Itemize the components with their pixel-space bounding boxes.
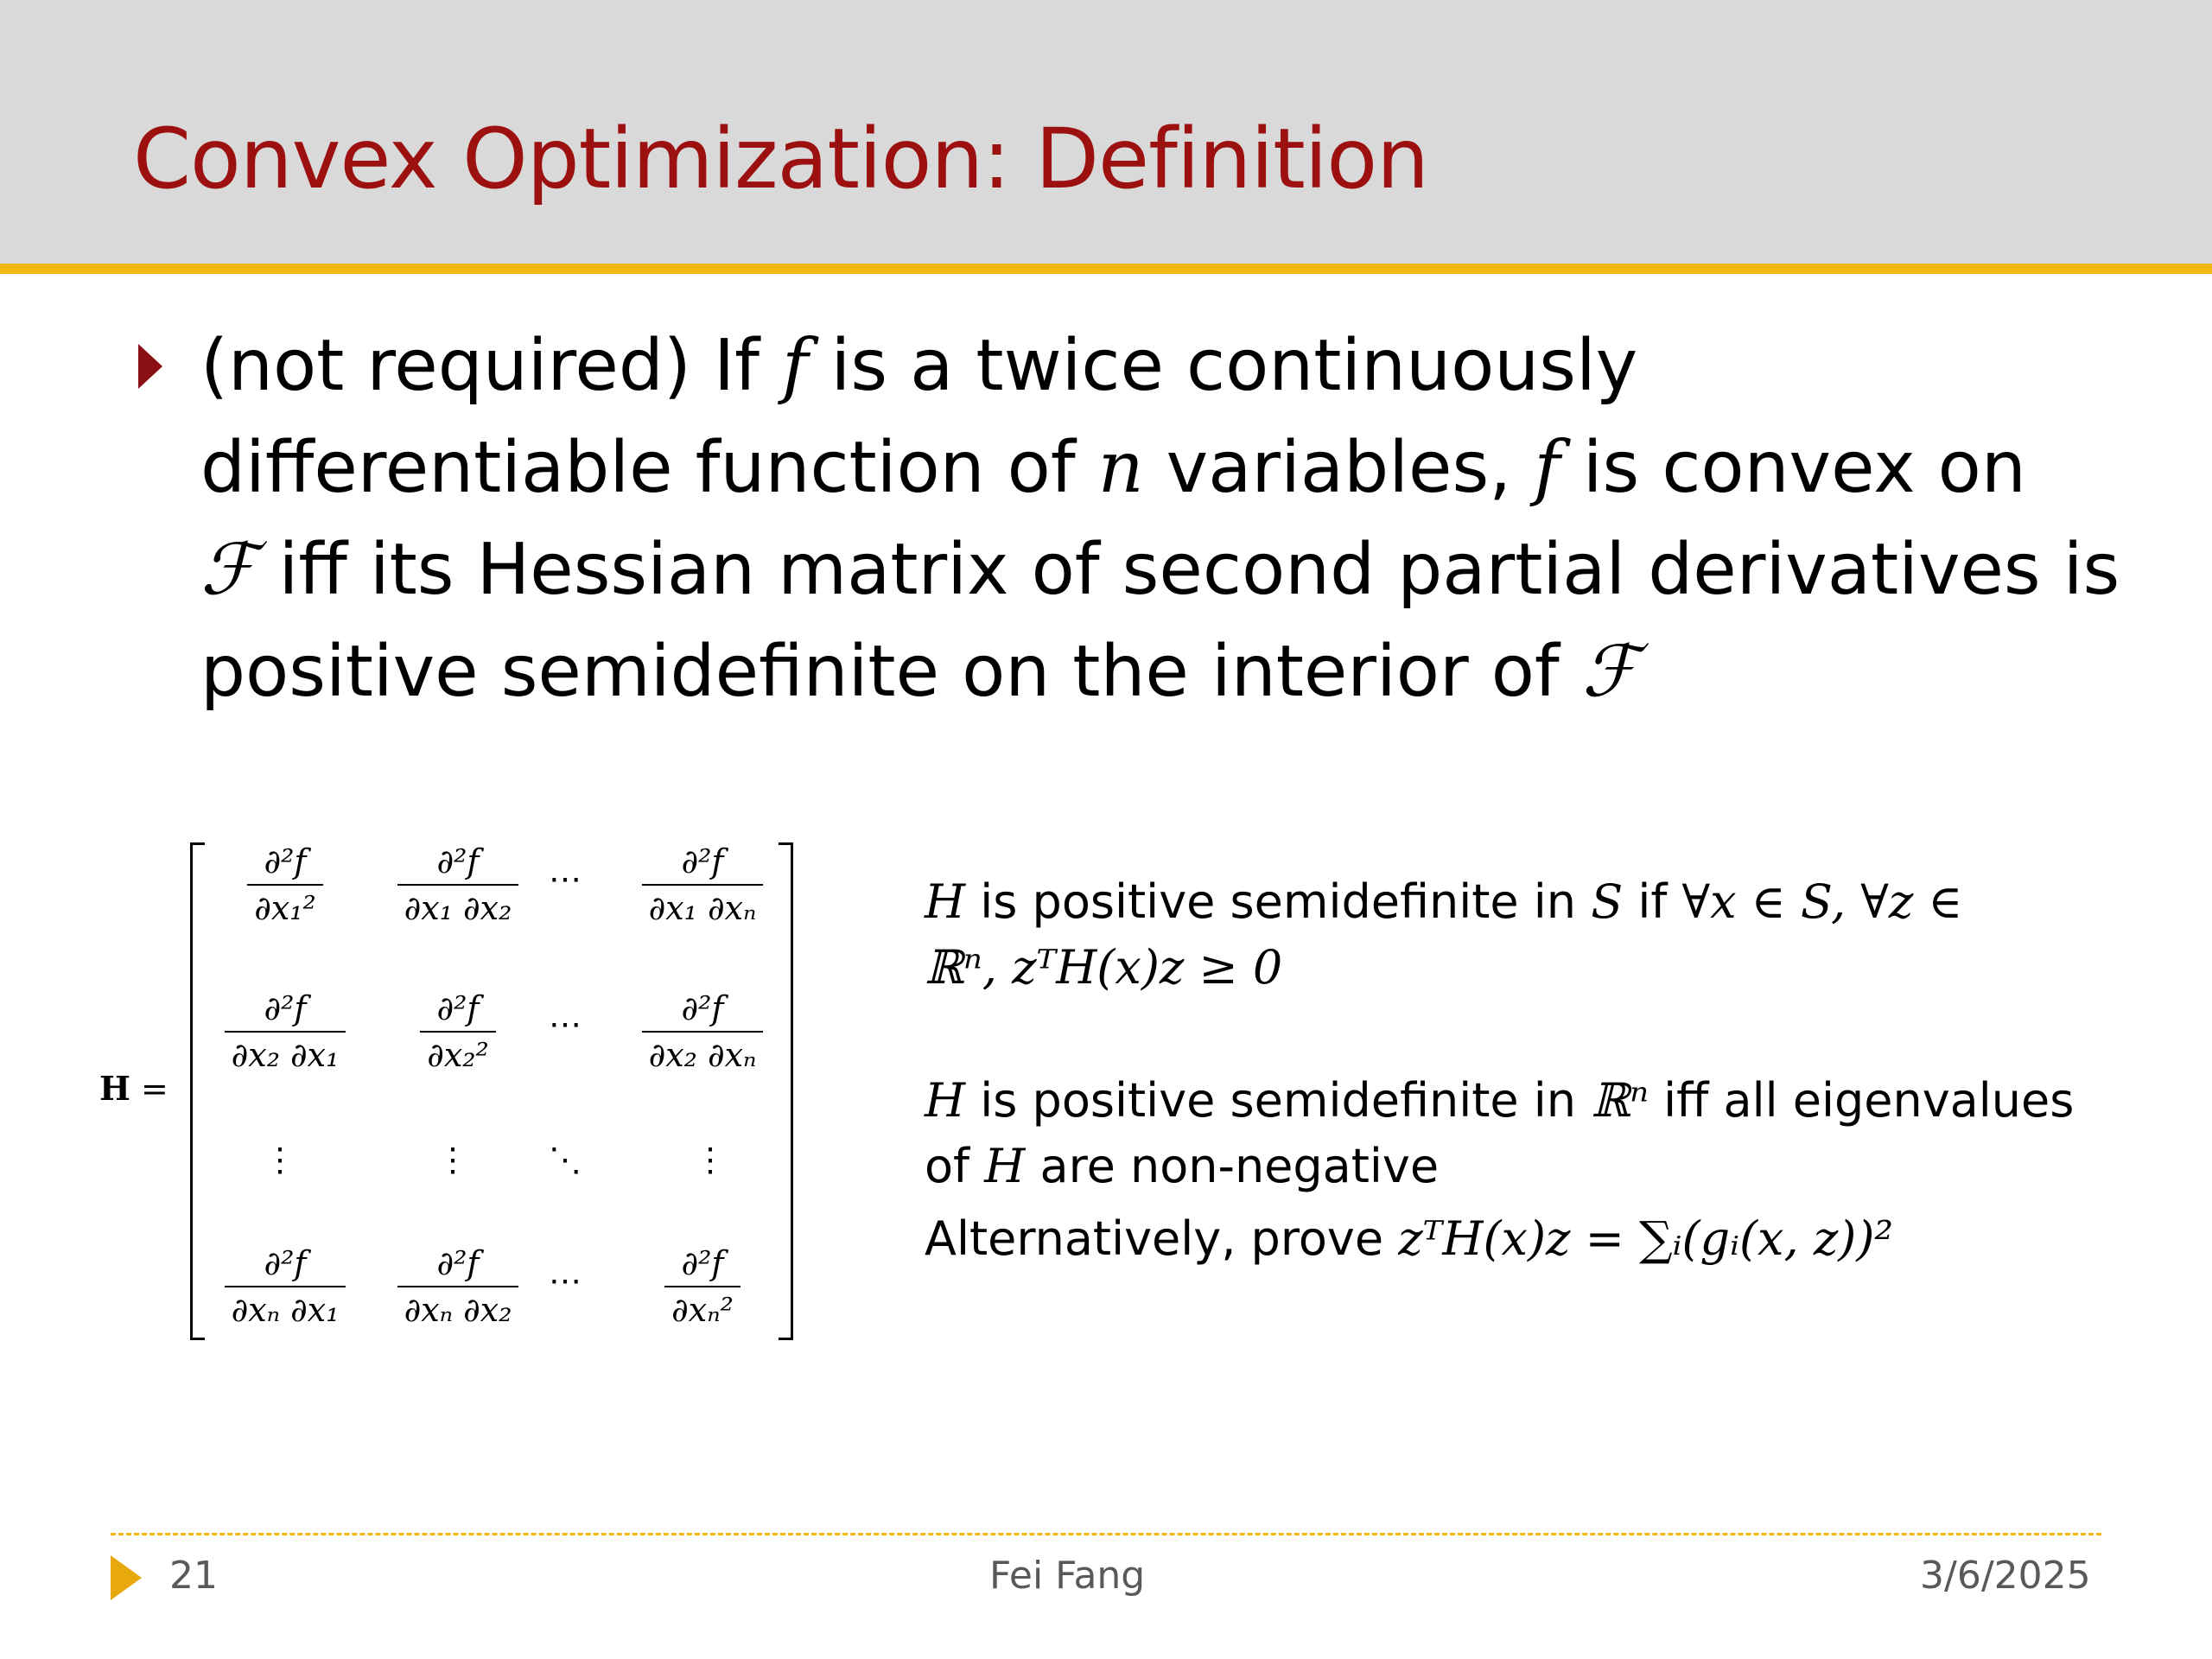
bullet-line-3: ℱ iff its Hessian matrix of second partial derivatives is [200,529,2120,611]
title-underline [0,264,2212,274]
bullet-arrow-icon [138,344,162,389]
bullet-text [200,315,2136,723]
alternative-proof-line: Alternatively, prove zᵀH(x)z = ∑ᵢ(gᵢ(x, z))² [925,1211,1894,1266]
hessian-entry-2-n: $\frac{\text{∂²f}}{\text{∂x₂ ∂xₙ}}$ [625,989,780,1074]
vdots-n: ⋮ [694,1141,727,1179]
hdots-2: ⋯ [549,1005,582,1043]
hessian-entry-n-1: $\frac{\text{∂²f}}{\text{∂xₙ ∂x₁}}$ [207,1244,363,1329]
hessian-entry-1-n: $\frac{\text{∂²f}}{\text{∂x₁ ∂xₙ}}$ [625,842,780,927]
right-bracket [779,842,793,1340]
footer-author: Fei Fang [989,1554,1146,1598]
eigenvalue-text [925,1068,2074,1272]
hessian-label: H = [99,1069,168,1108]
hessian-entry-2-2: $\frac{\text{∂²f}}{\text{∂x₂²}}$ [380,989,536,1074]
hessian-matrix [99,842,808,1339]
hdots-1: ⋯ [549,860,582,898]
bullet-line-2: differentiable function of n variables, f is convex on [200,427,2026,509]
hdots-n: ⋯ [549,1262,582,1300]
footer-divider [111,1533,2101,1535]
hessian-entry-1-1: $\frac{\text{∂²f}}{\text{∂x₁²}}$ [207,842,363,927]
bullet-line-1: (not required) If f is a twice continuously [200,325,1638,407]
eigenvalue-line-1: H is positive semidefinite in ℝⁿ iff all eigenvalues [925,1073,2075,1128]
hessian-entry-2-1: $\frac{\text{∂²f}}{\text{∂x₂ ∂x₁}}$ [207,989,363,1074]
footer-arrow-icon [111,1555,142,1600]
bullet-line-4: positive semidefinite on the interior of ℱ [200,631,1638,713]
footer-date: 3/6/2025 [1920,1554,2091,1598]
hessian-entry-n-n: $\frac{\text{∂²f}}{\text{∂xₙ²}}$ [625,1244,780,1329]
psd-definition-text [925,869,1962,1001]
psd-definition-line-1: H is positive semidefinite in S if ∀x ∈ S, ∀z ∈ [925,874,1963,929]
ddots: ⋱ [549,1141,582,1179]
psd-definition-line-2: ℝⁿ, zᵀH(x)z ≥ 0 [925,940,1283,995]
left-bracket [190,842,205,1340]
eigenvalue-line-2: of H are non-negative [925,1139,1440,1193]
slide-title: Convex Optimization: Definition [133,111,1428,207]
page-number: 21 [169,1554,218,1598]
vdots-1: ⋮ [264,1141,296,1179]
hessian-entry-n-2: $\frac{\text{∂²f}}{\text{∂xₙ ∂x₂}}$ [380,1244,536,1329]
vdots-2: ⋮ [436,1141,469,1179]
hessian-entry-1-2: $\frac{\text{∂²f}}{\text{∂x₁ ∂x₂}}$ [380,842,536,927]
